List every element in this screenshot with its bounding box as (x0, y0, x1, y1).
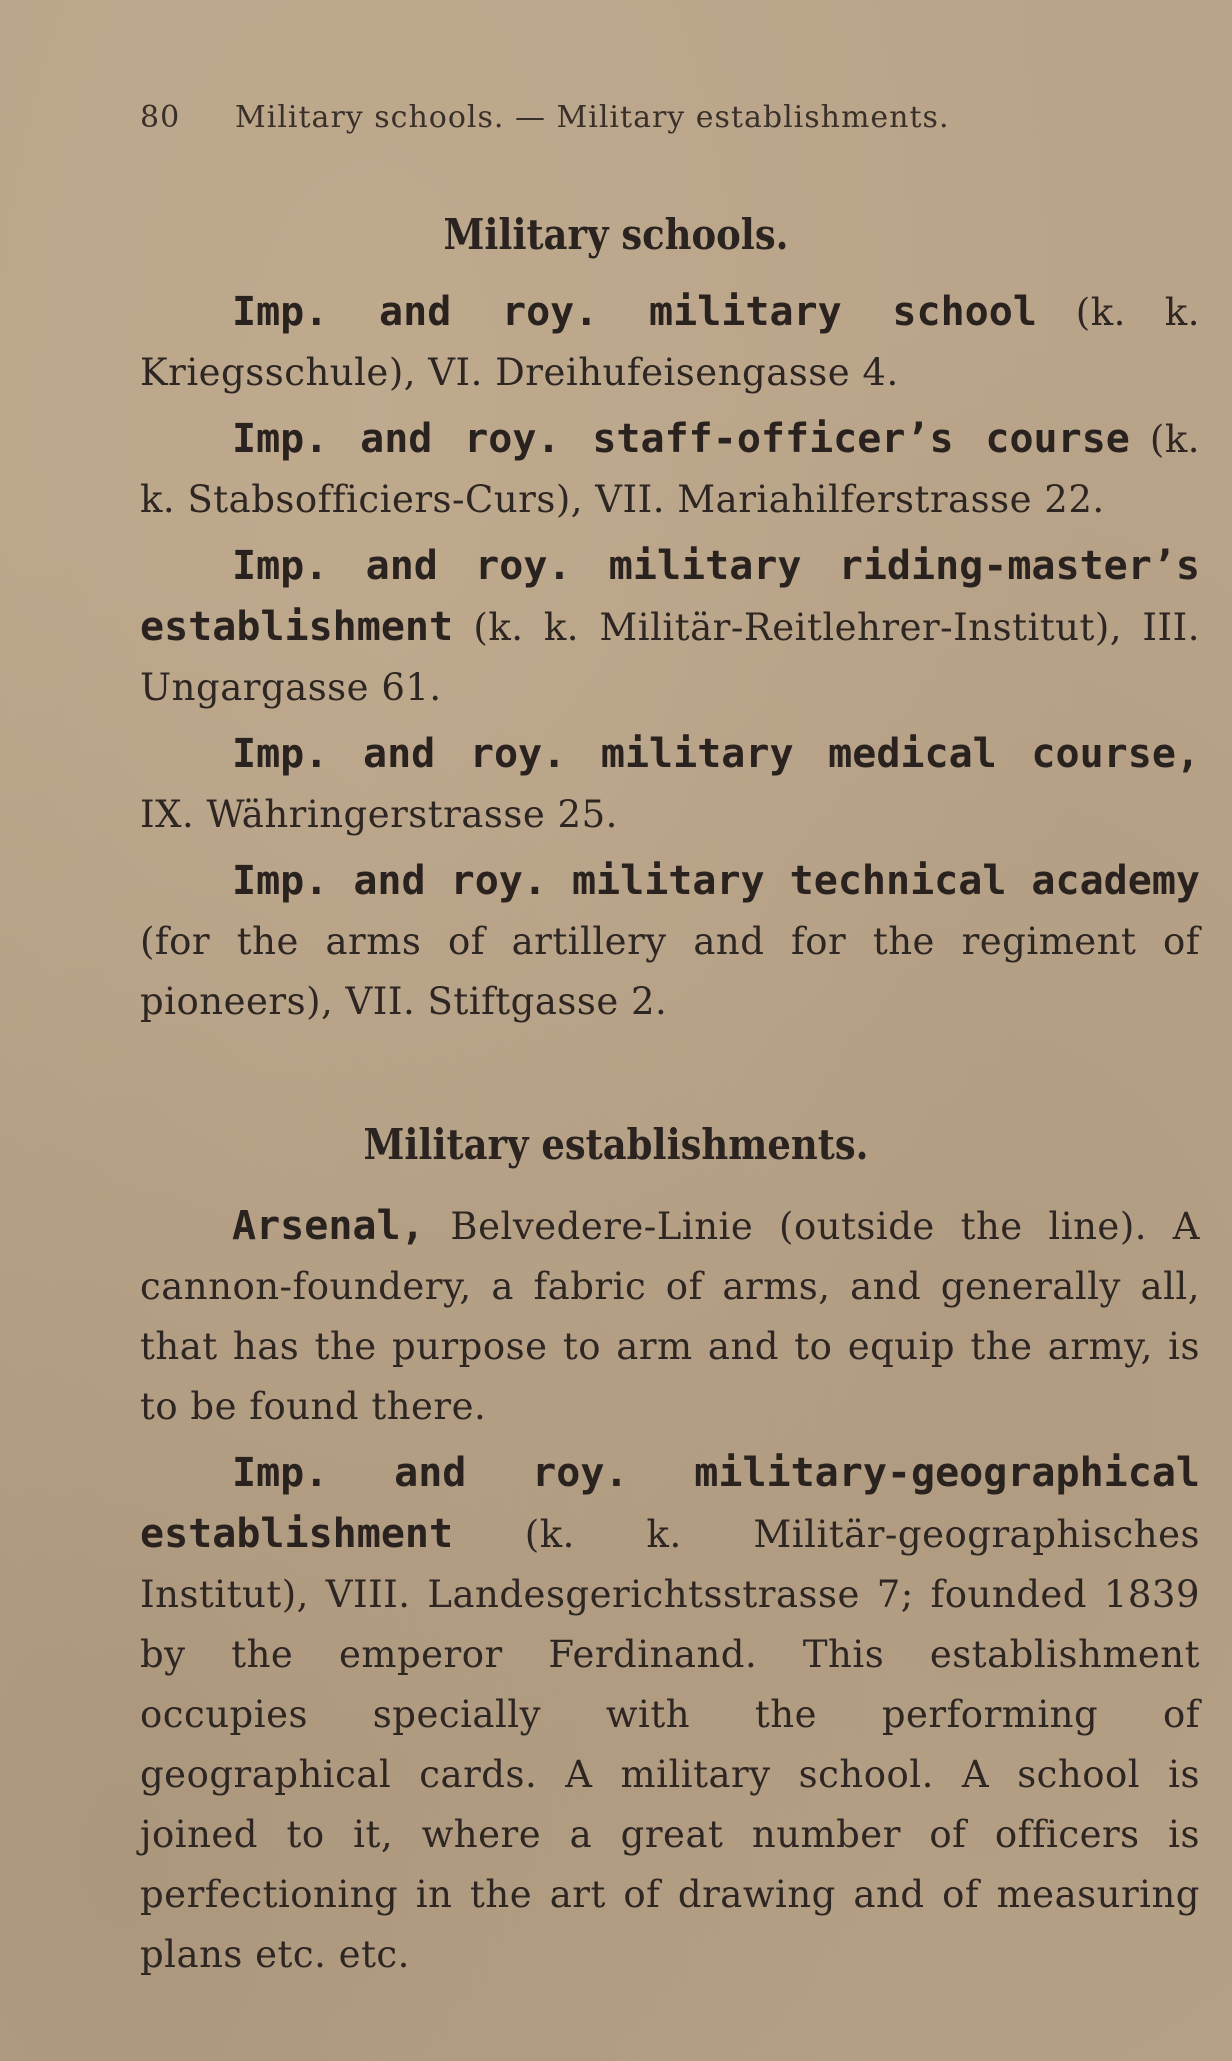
running-title: Military schools. — Military establishments. (235, 100, 950, 135)
entry-text: IX. Währingerstrasse 25. (140, 793, 618, 836)
entry-military-school (140, 282, 1200, 403)
military-establishments-list (140, 1196, 1200, 1985)
entry-text: (k. k. Militär-Reitlehrer-Institut), III. Ungargasse 61. (140, 606, 1200, 709)
section-title-military-establishments: Military establishments. (363, 1120, 869, 1169)
entry-text: (k. k. Militär-geographisches Institut), VIII. Landesgerichtsstrasse 7; founded 1839 by the emperor Ferdinand. This establishment occupies specially with the performing of geographical cards. A military school. A school is joined to it, where a great number of officers is perfectioning in the art of drawing and of measuring plans etc. etc. (140, 1513, 1200, 1976)
page-number: 80 (140, 100, 181, 135)
entry-text: Belvedere-Linie (outside the line). A cannon-foundery, a fabric of arms, and generally all, that has the purpose to arm and to equip the army, is to be found there. (140, 1205, 1200, 1428)
entry-arsenal (140, 1196, 1200, 1437)
entry-text: (k. k. Stabsofficiers-Curs), VII. Mariahilferstrasse 22. (140, 418, 1200, 521)
entry-geographical-establishment (140, 1443, 1200, 1985)
entry-lead: Imp. and roy. military technical academy (232, 858, 1200, 904)
entry-lead: Imp. and roy. military riding-master’s establishment (140, 543, 1200, 650)
section-title-military-schools: Military schools. (443, 210, 789, 259)
running-header (140, 100, 1080, 135)
entry-text: (k. k. Kriegsschule), VI. Dreihufeisengasse 4. (140, 291, 1200, 394)
entry-lead: Imp. and roy. military medical course, (232, 731, 1200, 777)
entry-riding-master-establishment (140, 536, 1200, 718)
entry-text: (for the arms of artillery and for the regiment of pioneers), VII. Stiftgasse 2. (140, 920, 1200, 1023)
entry-medical-course (140, 724, 1200, 845)
military-schools-list (140, 282, 1200, 1032)
entry-staff-officers-course (140, 409, 1200, 530)
entry-lead: Imp. and roy. military school (232, 289, 1037, 335)
entry-lead: Imp. and roy. military-geographical establishment (140, 1450, 1200, 1557)
entry-lead: Arsenal, (232, 1203, 425, 1249)
entry-technical-academy (140, 851, 1200, 1032)
entry-lead: Imp. and roy. staff-officer’s course (232, 416, 1130, 462)
